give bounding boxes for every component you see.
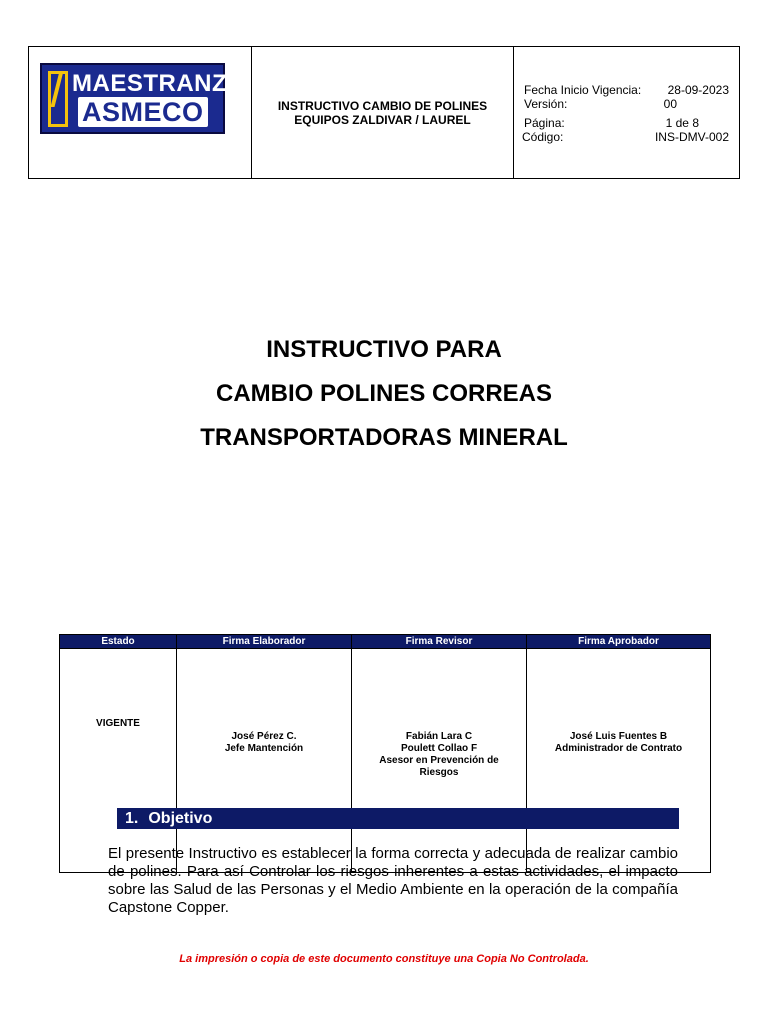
meta-label-version: Versión: [524, 97, 568, 111]
meta-label-fecha: Fecha Inicio Vigencia: [524, 83, 642, 97]
title-line1: INSTRUCTIVO PARA [266, 336, 502, 363]
section-heading-objetivo [117, 808, 679, 829]
aprobador-name: José Luis Fuentes B [569, 731, 668, 742]
revisor-name-2: Poulett Collao F [400, 743, 478, 754]
cell-elaborador [177, 649, 352, 873]
meta-label-pagina: Página: [524, 116, 565, 130]
meta-value-pagina: 1 de 8 [665, 116, 699, 130]
section-title: Objetivo [148, 810, 213, 827]
header-meta-cell [514, 47, 739, 178]
header-title-line1: INSTRUCTIVO CAMBIO DE POLINES [277, 98, 488, 113]
section-number: 1. [125, 810, 139, 827]
cell-aprobador [527, 649, 711, 873]
title-line3: TRANSPORTADORAS MINERAL [200, 424, 568, 451]
signature-table-header-row [60, 635, 711, 649]
meta-value-fecha: 28-09-2023 [667, 83, 729, 97]
logo-text-line1: MAESTRANZA [72, 70, 245, 97]
uncontrolled-copy-notice: La impresión o copia de este documento constituye una Copia No Controlada. [179, 953, 589, 965]
title-line2: CAMBIO POLINES CORREAS [215, 380, 553, 407]
estado-value: VIGENTE [96, 718, 140, 729]
header-firma-revisor: Firma Revisor [352, 635, 527, 649]
meta-label-codigo: Código: [522, 130, 564, 144]
cell-estado [60, 649, 177, 873]
header-firma-aprobador: Firma Aprobador [527, 635, 711, 649]
signature-table [59, 634, 711, 873]
meta-value-version: 00 [663, 97, 677, 111]
objective-paragraph: El presente Instructivo es establecer la forma correcta y adecuada de realizar cambio de polines. Para así Controlar los riesgos inherentes a estas actividades, el impacto sobre las Salud de las Personas y el Medio Ambiente en la operación de la compañía Capstone Copper. [108, 845, 678, 916]
elaborador-role: Jefe Mantención [224, 743, 304, 754]
logo-text-line2: ASMECO [78, 97, 208, 127]
meta-value-codigo: INS-DMV-002 [654, 130, 729, 144]
header-firma-elaborador: Firma Elaborador [177, 635, 352, 649]
header-title-line2: EQUIPOS ZALDIVAR / LAUREL [294, 112, 471, 127]
elaborador-name: José Pérez C. [231, 731, 297, 742]
revisor-role: Asesor en Prevención de Riesgos [379, 755, 499, 778]
logo-cell [29, 47, 252, 178]
header-title-cell [252, 47, 514, 178]
cell-revisor [352, 649, 527, 873]
document-header [28, 46, 740, 179]
revisor-name-1: Fabián Lara C [405, 731, 473, 742]
company-logo [40, 63, 245, 134]
header-estado: Estado [60, 635, 177, 649]
signature-table-row [60, 649, 711, 873]
document-title [0, 336, 768, 468]
logo-mark-icon [48, 71, 68, 127]
aprobador-role: Administrador de Contrato [554, 743, 683, 754]
